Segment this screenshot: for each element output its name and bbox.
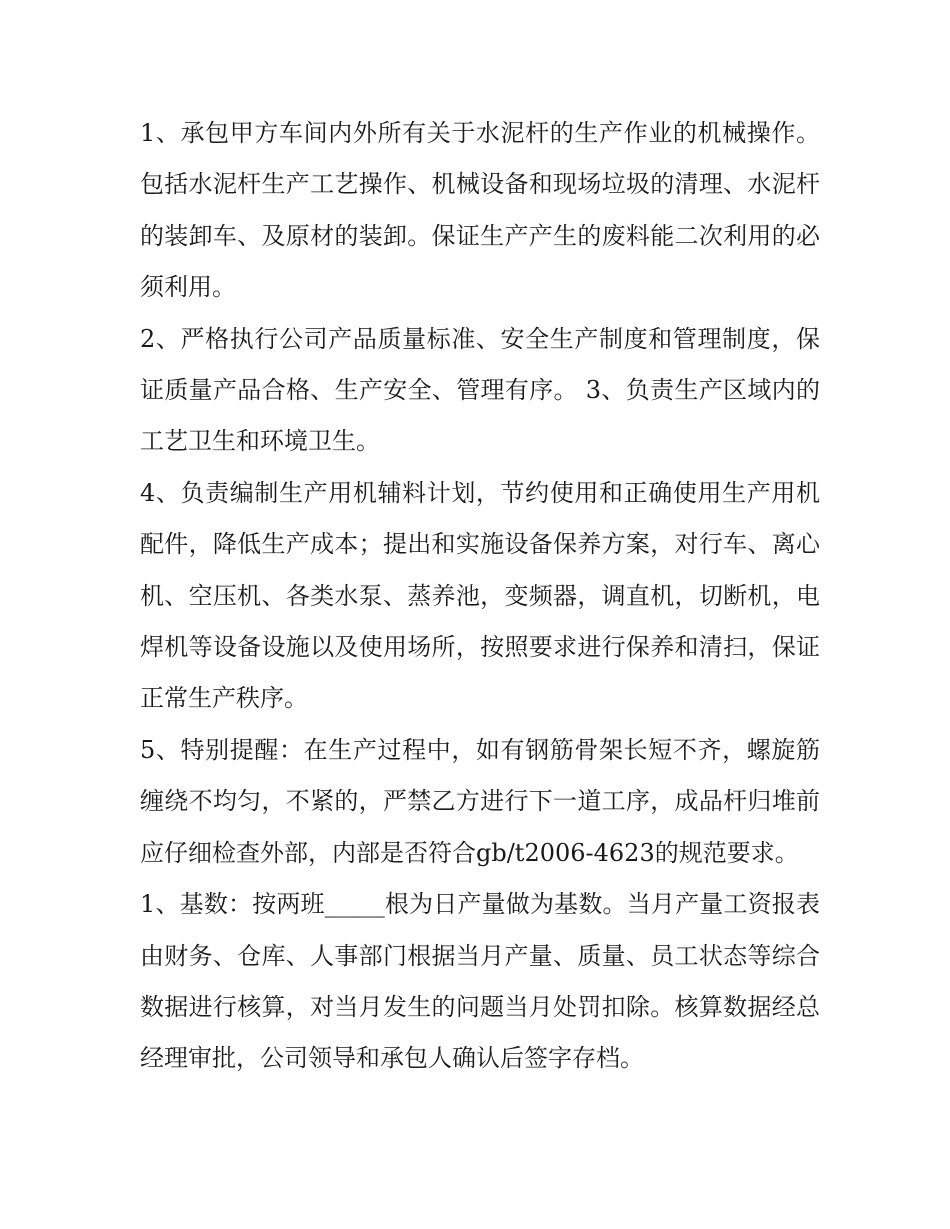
paragraph-1: 1、承包甲方车间内外所有关于水泥杆的生产作业的机械操作。包括水泥杆生产工艺操作、机械设备和现场垃圾的清理、水泥杆的装卸车、及原材的装卸。保证生产产生的废料能二次利用的必须利用。 (140, 119, 820, 302)
document-body (140, 108, 820, 1085)
paragraph-5: 1、基数：按两班_____根为日产量做为基数。当月产量工资报表由财务、仓库、人事部门根据当月产量、质量、员工状态等综合数据进行核算，对当月发生的问题当月处罚扣除。核算数据经总经理审批，公司领导和承包人确认后签字存档。 (140, 890, 820, 1073)
paragraph-4: 5、特别提醒：在生产过程中，如有钢筋骨架长短不齐，螺旋筋缠绕不均匀，不紧的，严禁乙方进行下一道工序，成品杆归堆前应仔细检查外部，内部是否符合gb/t2006-4623的规范要求。 (140, 735, 820, 867)
paragraph-3: 4、负责编制生产用机辅料计划，节约使用和正确使用生产用机配件，降低生产成本；提出和实施设备保养方案，对行车、离心机、空压机、各类水泵、蒸养池，变频器，调直机，切断机，电焊机等设备设施以及使用场所，按照要求进行保养和清扫，保证正常生产秩序。 (140, 478, 820, 713)
paragraph-2: 2、严格执行公司产品质量标准、安全生产制度和管理制度，保证质量产品合格、生产安全、管理有序。 3、负责生产区域内的工艺卫生和环境卫生。 (140, 324, 820, 456)
